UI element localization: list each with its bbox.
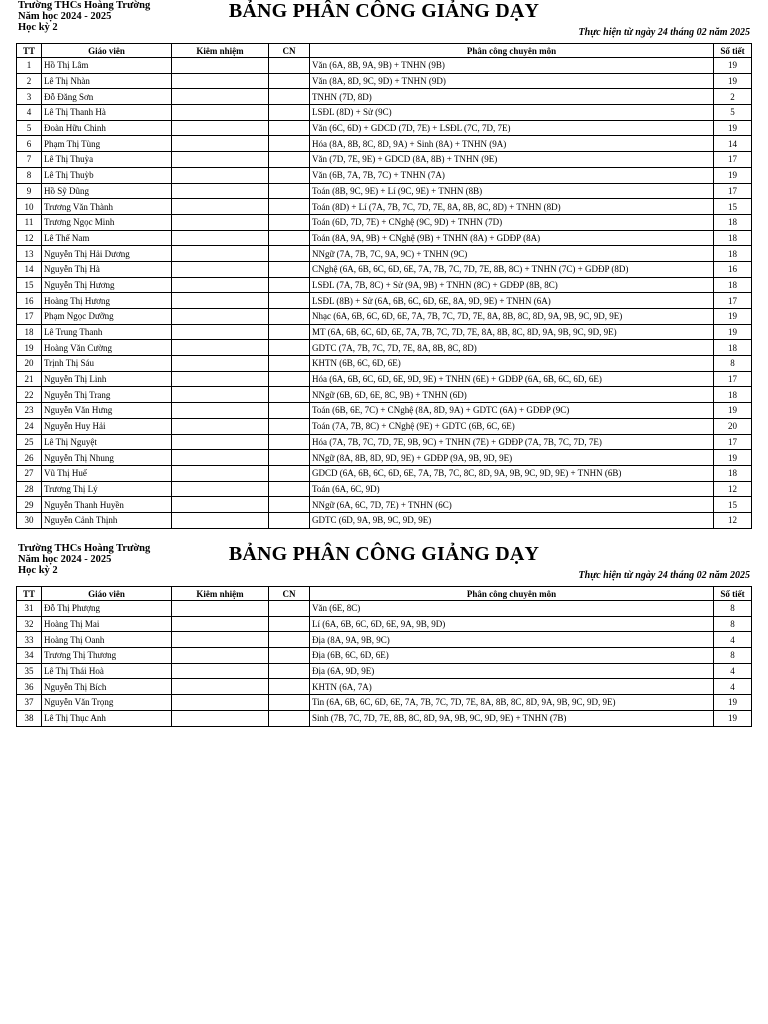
cell-periods: 20	[714, 418, 752, 434]
cell-teacher: Phạm Ngọc Dưỡng	[42, 309, 172, 325]
cell-tt: 24	[17, 418, 42, 434]
cell-cn	[269, 371, 310, 387]
cell-tt: 22	[17, 387, 42, 403]
cell-tt: 13	[17, 246, 42, 262]
cell-periods: 19	[714, 73, 752, 89]
cell-tt: 20	[17, 356, 42, 372]
cell-tt: 19	[17, 340, 42, 356]
cell-assignment: Tin (6A, 6B, 6C, 6D, 6E, 7A, 7B, 7C, 7D, 7E, 8A, 8B, 8C, 8D, 9A, 9B, 9C, 9D, 9E)	[310, 695, 714, 711]
cell-assignment: Văn (6B, 7A, 7B, 7C) + TNHN (7A)	[310, 167, 714, 183]
table-header-row	[17, 587, 752, 601]
assignment-table	[16, 43, 752, 529]
cell-assignment: LSĐL (7A, 7B, 8C) + Sử (9A, 9B) + TNHN (8C) + GDĐP (8B, 8C)	[310, 277, 714, 293]
cell-cn	[269, 73, 310, 89]
table-row	[17, 340, 752, 356]
cell-tt: 34	[17, 648, 42, 664]
cell-tt: 2	[17, 73, 42, 89]
cell-tt: 11	[17, 214, 42, 230]
cell-cn	[269, 230, 310, 246]
col-assignment: Phân công chuyên môn	[310, 587, 714, 601]
cell-cn	[269, 418, 310, 434]
cell-assignment: Văn (7D, 7E, 9E) + GDCD (8A, 8B) + TNHN (9E)	[310, 152, 714, 168]
cell-cn	[269, 136, 310, 152]
cell-periods: 8	[714, 648, 752, 664]
cell-teacher: Hồ Sỹ Dũng	[42, 183, 172, 199]
cell-teacher: Hoàng Thị Hương	[42, 293, 172, 309]
cell-cn	[269, 632, 310, 648]
table-row	[17, 324, 752, 340]
cell-teacher: Lê Thị Thục Anh	[42, 710, 172, 726]
cell-teacher: Trương Ngọc Minh	[42, 214, 172, 230]
cell-assignment: GDTC (6D, 9A, 9B, 9C, 9D, 9E)	[310, 512, 714, 528]
cell-assignment: Nhạc (6A, 6B, 6C, 6D, 6E, 7A, 7B, 7C, 7D, 7E, 8A, 8B, 8C, 8D, 9A, 9B, 9C, 9D, 9E)	[310, 309, 714, 325]
cell-extra	[172, 246, 269, 262]
table-row	[17, 632, 752, 648]
semester: Học kỳ 2	[18, 22, 58, 33]
cell-tt: 5	[17, 120, 42, 136]
table-row	[17, 230, 752, 246]
cell-assignment: Toán (6A, 6C, 9D)	[310, 481, 714, 497]
page-header	[16, 543, 752, 586]
cell-extra	[172, 465, 269, 481]
cell-cn	[269, 695, 310, 711]
cell-extra	[172, 434, 269, 450]
cell-cn	[269, 309, 310, 325]
cell-cn	[269, 152, 310, 168]
cell-tt: 35	[17, 663, 42, 679]
cell-cn	[269, 183, 310, 199]
cell-periods: 12	[714, 481, 752, 497]
cell-tt: 23	[17, 403, 42, 419]
cell-assignment: MT (6A, 6B, 6C, 6D, 6E, 7A, 7B, 7C, 7D, 7E, 8A, 8B, 8C, 8D, 9A, 9B, 9C, 9D, 9E)	[310, 324, 714, 340]
cell-cn	[269, 403, 310, 419]
cell-cn	[269, 601, 310, 617]
col-periods: Số tiết	[714, 587, 752, 601]
cell-extra	[172, 324, 269, 340]
table-header-row	[17, 44, 752, 58]
col-cn: CN	[269, 587, 310, 601]
cell-periods: 17	[714, 152, 752, 168]
cell-cn	[269, 616, 310, 632]
cell-periods: 19	[714, 324, 752, 340]
cell-tt: 38	[17, 710, 42, 726]
col-extra: Kiêm nhiệm	[172, 44, 269, 58]
cell-periods: 4	[714, 632, 752, 648]
cell-periods: 18	[714, 387, 752, 403]
table-row	[17, 152, 752, 168]
cell-tt: 28	[17, 481, 42, 497]
cell-tt: 21	[17, 371, 42, 387]
cell-tt: 16	[17, 293, 42, 309]
cell-teacher: Lê Thị Thái Hoà	[42, 663, 172, 679]
cell-cn	[269, 356, 310, 372]
col-periods: Số tiết	[714, 44, 752, 58]
cell-cn	[269, 214, 310, 230]
cell-extra	[172, 497, 269, 513]
cell-assignment: NNgữ (6A, 6C, 7D, 7E) + TNHN (6C)	[310, 497, 714, 513]
cell-cn	[269, 167, 310, 183]
cell-extra	[172, 710, 269, 726]
cell-cn	[269, 465, 310, 481]
cell-assignment: Hóa (6A, 6B, 6C, 6D, 6E, 9D, 9E) + TNHN (6E) + GDĐP (6A, 6B, 6C, 6D, 6E)	[310, 371, 714, 387]
cell-tt: 29	[17, 497, 42, 513]
cell-extra	[172, 199, 269, 215]
cell-assignment: Địa (6B, 6C, 6D, 6E)	[310, 648, 714, 664]
cell-assignment: GDTC (7A, 7B, 7C, 7D, 7E, 8A, 8B, 8C, 8D)	[310, 340, 714, 356]
cell-teacher: Lê Trung Thanh	[42, 324, 172, 340]
cell-extra	[172, 167, 269, 183]
cell-teacher: Trương Thị Lý	[42, 481, 172, 497]
cell-extra	[172, 371, 269, 387]
cell-tt: 27	[17, 465, 42, 481]
cell-tt: 7	[17, 152, 42, 168]
cell-extra	[172, 601, 269, 617]
cell-tt: 1	[17, 58, 42, 74]
cell-periods: 19	[714, 695, 752, 711]
cell-tt: 8	[17, 167, 42, 183]
cell-extra	[172, 648, 269, 664]
effective-date: Thực hiện từ ngày 24 tháng 02 năm 2025	[578, 570, 750, 581]
cell-tt: 15	[17, 277, 42, 293]
cell-teacher: Nguyễn Văn Hưng	[42, 403, 172, 419]
col-tt: TT	[17, 44, 42, 58]
cell-teacher: Nguyễn Văn Trọng	[42, 695, 172, 711]
cell-cn	[269, 105, 310, 121]
cell-extra	[172, 356, 269, 372]
cell-assignment: Hóa (8A, 8B, 8C, 8D, 9A) + Sinh (8A) + TNHN (9A)	[310, 136, 714, 152]
cell-periods: 18	[714, 246, 752, 262]
cell-cn	[269, 293, 310, 309]
cell-extra	[172, 214, 269, 230]
page-header	[16, 0, 752, 43]
cell-extra	[172, 340, 269, 356]
col-teacher: Giáo viên	[42, 44, 172, 58]
page-title: BẢNG PHÂN CÔNG GIẢNG DẠY	[228, 0, 540, 22]
cell-periods: 12	[714, 512, 752, 528]
cell-assignment: Địa (8A, 9A, 9B, 9C)	[310, 632, 714, 648]
cell-periods: 16	[714, 261, 752, 277]
cell-teacher: Nguyễn Thị Linh	[42, 371, 172, 387]
cell-extra	[172, 679, 269, 695]
table-row	[17, 167, 752, 183]
cell-cn	[269, 450, 310, 466]
cell-tt: 17	[17, 309, 42, 325]
cell-assignment: Sinh (7B, 7C, 7D, 7E, 8B, 8C, 8D, 9A, 9B, 9C, 9D, 9E) + TNHN (7B)	[310, 710, 714, 726]
cell-cn	[269, 710, 310, 726]
table-row	[17, 246, 752, 262]
cell-teacher: Nguyễn Thị Trang	[42, 387, 172, 403]
table-row	[17, 309, 752, 325]
cell-extra	[172, 105, 269, 121]
cell-periods: 8	[714, 616, 752, 632]
cell-cn	[269, 497, 310, 513]
table-row	[17, 418, 752, 434]
cell-cn	[269, 663, 310, 679]
table-row	[17, 663, 752, 679]
table-row	[17, 293, 752, 309]
cell-periods: 8	[714, 356, 752, 372]
school-name: Trường THCs Hoàng Trường	[18, 0, 151, 11]
school-name: Trường THCs Hoàng Trường	[18, 543, 151, 554]
cell-cn	[269, 261, 310, 277]
section-2	[16, 543, 752, 727]
cell-tt: 37	[17, 695, 42, 711]
cell-teacher: Đoàn Hữu Chinh	[42, 120, 172, 136]
cell-assignment: Toán (6D, 7D, 7E) + CNghệ (9C, 9D) + TNHN (7D)	[310, 214, 714, 230]
cell-teacher: Hồ Thị Lâm	[42, 58, 172, 74]
cell-assignment: Toán (7A, 7B, 8C) + CNghệ (9E) + GDTC (6B, 6C, 6E)	[310, 418, 714, 434]
table-row	[17, 465, 752, 481]
page-title: BẢNG PHÂN CÔNG GIẢNG DẠY	[228, 543, 540, 565]
cell-teacher: Trương Văn Thành	[42, 199, 172, 215]
cell-periods: 18	[714, 465, 752, 481]
cell-teacher: Nguyễn Thị Hà	[42, 261, 172, 277]
cell-periods: 17	[714, 183, 752, 199]
cell-extra	[172, 277, 269, 293]
cell-cn	[269, 246, 310, 262]
cell-extra	[172, 387, 269, 403]
table-row	[17, 387, 752, 403]
cell-extra	[172, 663, 269, 679]
cell-assignment: Toán (8D) + Lí (7A, 7B, 7C, 7D, 7E, 8A, 8B, 8C, 8D) + TNHN (8D)	[310, 199, 714, 215]
table-row	[17, 261, 752, 277]
cell-periods: 17	[714, 434, 752, 450]
cell-cn	[269, 679, 310, 695]
table-row	[17, 136, 752, 152]
cell-teacher: Hoàng Văn Cường	[42, 340, 172, 356]
cell-tt: 6	[17, 136, 42, 152]
cell-teacher: Phạm Thị Tùng	[42, 136, 172, 152]
table-row	[17, 120, 752, 136]
table-row	[17, 403, 752, 419]
table-row	[17, 481, 752, 497]
cell-tt: 32	[17, 616, 42, 632]
table-row	[17, 105, 752, 121]
cell-extra	[172, 58, 269, 74]
cell-extra	[172, 183, 269, 199]
table-row	[17, 616, 752, 632]
cell-extra	[172, 695, 269, 711]
school-year: Năm học 2024 - 2025	[18, 554, 112, 565]
cell-teacher: Nguyễn Thị Hải Dương	[42, 246, 172, 262]
cell-periods: 19	[714, 58, 752, 74]
cell-extra	[172, 89, 269, 105]
cell-tt: 10	[17, 199, 42, 215]
cell-assignment: NNgữ (8A, 8B, 8D, 9D, 9E) + GDĐP (9A, 9B, 9D, 9E)	[310, 450, 714, 466]
cell-assignment: Văn (8A, 8D, 9C, 9D) + TNHN (9D)	[310, 73, 714, 89]
cell-extra	[172, 616, 269, 632]
cell-periods: 18	[714, 340, 752, 356]
cell-periods: 17	[714, 371, 752, 387]
cell-extra	[172, 230, 269, 246]
cell-assignment: CNghệ (6A, 6B, 6C, 6D, 6E, 7A, 7B, 7C, 7D, 7E, 8B, 8C) + TNHN (7C) + GDĐP (8D)	[310, 261, 714, 277]
cell-extra	[172, 293, 269, 309]
cell-teacher: Trịnh Thị Sáu	[42, 356, 172, 372]
table-row	[17, 371, 752, 387]
cell-periods: 4	[714, 679, 752, 695]
cell-periods: 4	[714, 663, 752, 679]
table-row	[17, 89, 752, 105]
cell-teacher: Hoàng Thị Oanh	[42, 632, 172, 648]
cell-extra	[172, 512, 269, 528]
cell-teacher: Lê Thế Nam	[42, 230, 172, 246]
cell-tt: 3	[17, 89, 42, 105]
table-row	[17, 58, 752, 74]
cell-cn	[269, 481, 310, 497]
cell-extra	[172, 136, 269, 152]
cell-periods: 17	[714, 293, 752, 309]
cell-cn	[269, 89, 310, 105]
table-row	[17, 710, 752, 726]
cell-teacher: Nguyễn Thị Bích	[42, 679, 172, 695]
cell-teacher: Lê Thị Thuỳa	[42, 152, 172, 168]
cell-extra	[172, 403, 269, 419]
cell-assignment: NNgữ (7A, 7B, 7C, 9A, 9C) + TNHN (9C)	[310, 246, 714, 262]
cell-extra	[172, 261, 269, 277]
cell-cn	[269, 120, 310, 136]
cell-periods: 2	[714, 89, 752, 105]
cell-periods: 19	[714, 309, 752, 325]
table-row	[17, 497, 752, 513]
cell-periods: 19	[714, 167, 752, 183]
cell-extra	[172, 309, 269, 325]
cell-tt: 31	[17, 601, 42, 617]
assignment-table	[16, 586, 752, 727]
cell-assignment: TNHN (7D, 8D)	[310, 89, 714, 105]
cell-tt: 26	[17, 450, 42, 466]
cell-assignment: Toán (8A, 9A, 9B) + CNghệ (9B) + TNHN (8A) + GDĐP (8A)	[310, 230, 714, 246]
cell-extra	[172, 120, 269, 136]
cell-tt: 12	[17, 230, 42, 246]
cell-tt: 33	[17, 632, 42, 648]
cell-periods: 19	[714, 710, 752, 726]
col-assignment: Phân công chuyên môn	[310, 44, 714, 58]
cell-assignment: Văn (6E, 8C)	[310, 601, 714, 617]
table-row	[17, 434, 752, 450]
table-row	[17, 214, 752, 230]
cell-periods: 18	[714, 230, 752, 246]
cell-teacher: Lê Thị Thanh Hà	[42, 105, 172, 121]
cell-periods: 5	[714, 105, 752, 121]
school-year: Năm học 2024 - 2025	[18, 11, 112, 22]
cell-teacher: Nguyễn Thị Nhung	[42, 450, 172, 466]
cell-assignment: Địa (6A, 9D, 9E)	[310, 663, 714, 679]
table-body	[17, 601, 752, 727]
cell-tt: 25	[17, 434, 42, 450]
table-row	[17, 73, 752, 89]
table-row	[17, 450, 752, 466]
table-row	[17, 601, 752, 617]
cell-teacher: Nguyễn Thị Hương	[42, 277, 172, 293]
table-row	[17, 356, 752, 372]
cell-teacher: Vũ Thị Huế	[42, 465, 172, 481]
cell-periods: 18	[714, 277, 752, 293]
cell-periods: 14	[714, 136, 752, 152]
cell-cn	[269, 512, 310, 528]
cell-assignment: NNgữ (6B, 6D, 6E, 8C, 9B) + TNHN (6D)	[310, 387, 714, 403]
table-row	[17, 277, 752, 293]
cell-cn	[269, 199, 310, 215]
cell-teacher: Trương Thị Thương	[42, 648, 172, 664]
table-row	[17, 183, 752, 199]
cell-extra	[172, 632, 269, 648]
table-body	[17, 58, 752, 529]
cell-assignment: KHTN (6B, 6C, 6D, 6E)	[310, 356, 714, 372]
cell-tt: 36	[17, 679, 42, 695]
table-row	[17, 679, 752, 695]
cell-tt: 9	[17, 183, 42, 199]
table-row	[17, 199, 752, 215]
cell-periods: 15	[714, 199, 752, 215]
cell-assignment: LSĐL (8D) + Sử (9C)	[310, 105, 714, 121]
cell-extra	[172, 152, 269, 168]
table-row	[17, 695, 752, 711]
cell-periods: 19	[714, 450, 752, 466]
cell-extra	[172, 481, 269, 497]
semester: Học kỳ 2	[18, 565, 58, 576]
col-teacher: Giáo viên	[42, 587, 172, 601]
cell-teacher: Nguyễn Thanh Huyền	[42, 497, 172, 513]
cell-tt: 4	[17, 105, 42, 121]
cell-assignment: Văn (6C, 6D) + GDCD (7D, 7E) + LSĐL (7C, 7D, 7E)	[310, 120, 714, 136]
cell-extra	[172, 73, 269, 89]
cell-teacher: Đỗ Thị Phượng	[42, 601, 172, 617]
cell-periods: 15	[714, 497, 752, 513]
cell-assignment: Lí (6A, 6B, 6C, 6D, 6E, 9A, 9B, 9D)	[310, 616, 714, 632]
cell-assignment: Toán (6B, 6E, 7C) + CNghệ (8A, 8D, 9A) + GDTC (6A) + GDĐP (9C)	[310, 403, 714, 419]
cell-tt: 14	[17, 261, 42, 277]
cell-assignment: LSĐL (8B) + Sử (6A, 6B, 6C, 6D, 6E, 8A, 9D, 9E) + TNHN (6A)	[310, 293, 714, 309]
cell-teacher: Hoàng Thị Mai	[42, 616, 172, 632]
cell-tt: 18	[17, 324, 42, 340]
col-cn: CN	[269, 44, 310, 58]
col-extra: Kiêm nhiệm	[172, 587, 269, 601]
cell-periods: 19	[714, 120, 752, 136]
cell-extra	[172, 418, 269, 434]
cell-teacher: Đỗ Đăng Sơn	[42, 89, 172, 105]
cell-tt: 30	[17, 512, 42, 528]
cell-periods: 18	[714, 214, 752, 230]
section-1	[16, 0, 752, 529]
cell-cn	[269, 277, 310, 293]
cell-cn	[269, 387, 310, 403]
cell-cn	[269, 648, 310, 664]
cell-teacher: Nguyễn Cảnh Thịnh	[42, 512, 172, 528]
cell-assignment: Toán (8B, 9C, 9E) + Lí (9C, 9E) + TNHN (8B)	[310, 183, 714, 199]
cell-assignment: GDCD (6A, 6B, 6C, 6D, 6E, 7A, 7B, 7C, 8C, 8D, 9A, 9B, 9C, 9D, 9E) + TNHN (6B)	[310, 465, 714, 481]
cell-cn	[269, 324, 310, 340]
cell-teacher: Nguyễn Huy Hải	[42, 418, 172, 434]
cell-teacher: Lê Thị Nhàn	[42, 73, 172, 89]
cell-teacher: Lê Thị Thuỳb	[42, 167, 172, 183]
col-tt: TT	[17, 587, 42, 601]
cell-periods: 8	[714, 601, 752, 617]
cell-assignment: Hóa (7A, 7B, 7C, 7D, 7E, 9B, 9C) + TNHN (7E) + GDĐP (7A, 7B, 7C, 7D, 7E)	[310, 434, 714, 450]
cell-cn	[269, 434, 310, 450]
table-row	[17, 512, 752, 528]
cell-assignment: Văn (6A, 8B, 9A, 9B) + TNHN (9B)	[310, 58, 714, 74]
cell-cn	[269, 58, 310, 74]
cell-assignment: KHTN (6A, 7A)	[310, 679, 714, 695]
cell-teacher: Lê Thị Nguyệt	[42, 434, 172, 450]
table-row	[17, 648, 752, 664]
cell-cn	[269, 340, 310, 356]
cell-extra	[172, 450, 269, 466]
cell-periods: 19	[714, 403, 752, 419]
effective-date: Thực hiện từ ngày 24 tháng 02 năm 2025	[578, 27, 750, 38]
